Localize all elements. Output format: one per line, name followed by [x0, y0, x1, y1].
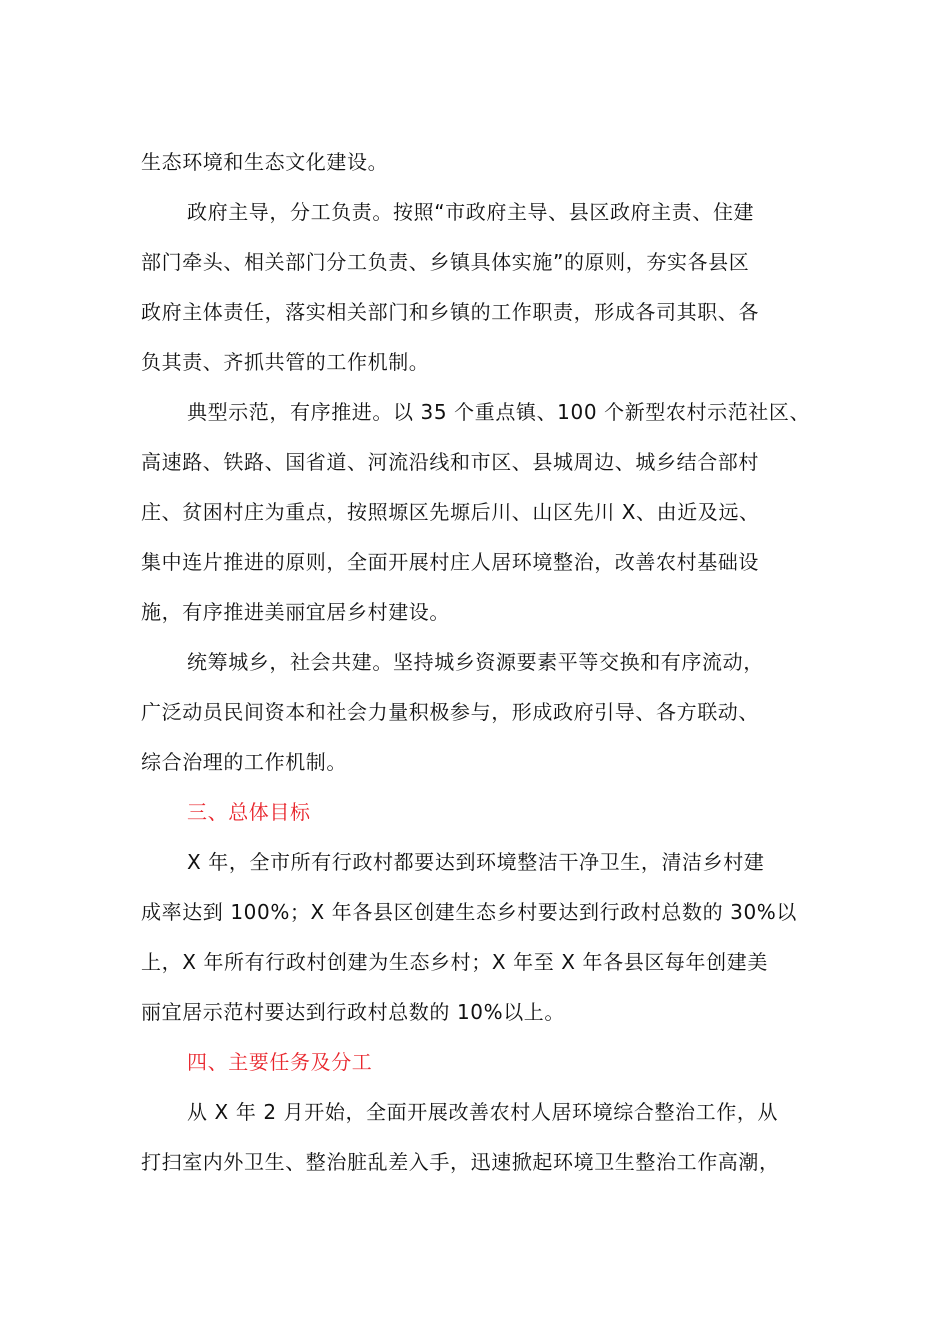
text-line: 政府主体责任，落实相关部门和乡镇的工作职责，形成各司其职、各 — [141, 300, 759, 324]
text-line: 打扫室内外卫生、整治脏乱差入手，迅速掀起环境卫生整治工作高潮， — [141, 1150, 780, 1174]
text-line: 综合治理的工作机制。 — [141, 750, 347, 774]
text-line: 负其责、齐抓共管的工作机制。 — [141, 350, 430, 374]
text-line: 生态环境和生态文化建设。 — [141, 150, 389, 174]
paragraph-goals — [141, 837, 831, 1037]
text-line: 高速路、铁路、国省道、河流沿线和市区、县城周边、城乡结合部村 — [141, 450, 759, 474]
paragraph-urban-rural — [141, 637, 831, 787]
text-line: 集中连片推进的原则，全面开展村庄人居环境整治，改善农村基础设 — [141, 550, 759, 574]
text-line: 统筹城乡，社会共建。坚持城乡资源要素平等交换和有序流动， — [187, 650, 764, 674]
paragraph-tasks — [141, 1087, 831, 1187]
text-line: X 年，全市所有行政村都要达到环境整洁干净卫生，清洁乡村建 — [187, 850, 765, 874]
text-line: 部门牵头、相关部门分工负责、乡镇具体实施”的原则，夯实各县区 — [141, 250, 750, 274]
heading-text: 四、主要任务及分工 — [187, 1050, 373, 1074]
text-line: 从 X 年 2 月开始，全面开展改善农村人居环境综合整治工作，从 — [187, 1100, 779, 1124]
section-heading-overall-goals — [141, 787, 831, 837]
paragraph-continuation — [141, 137, 831, 187]
text-line: 典型示范，有序推进。以 35 个重点镇、100 个新型农村示范社区、 — [187, 400, 811, 424]
text-line: 丽宜居示范村要达到行政村总数的 10%以上。 — [141, 1000, 566, 1024]
text-line: 上，X 年所有行政村创建为生态乡村；X 年至 X 年各县区每年创建美 — [141, 950, 768, 974]
text-line: 庄、贫困村庄为重点，按照塬区先塬后川、山区先川 X、由近及远、 — [141, 500, 760, 524]
heading-text: 三、总体目标 — [187, 800, 311, 824]
paragraph-government-lead — [141, 187, 831, 387]
text-line: 成率达到 100%；X 年各县区创建生态乡村要达到行政村总数的 30%以 — [141, 900, 798, 924]
paragraph-typical-demonstration — [141, 387, 831, 637]
text-line: 政府主导，分工负责。按照“市政府主导、县区政府主责、住建 — [187, 200, 755, 224]
text-line: 广泛动员民间资本和社会力量积极参与，形成政府引导、各方联动、 — [141, 700, 759, 724]
text-line: 施，有序推进美丽宜居乡村建设。 — [141, 600, 450, 624]
document-body — [141, 137, 831, 1187]
section-heading-main-tasks — [141, 1037, 831, 1087]
